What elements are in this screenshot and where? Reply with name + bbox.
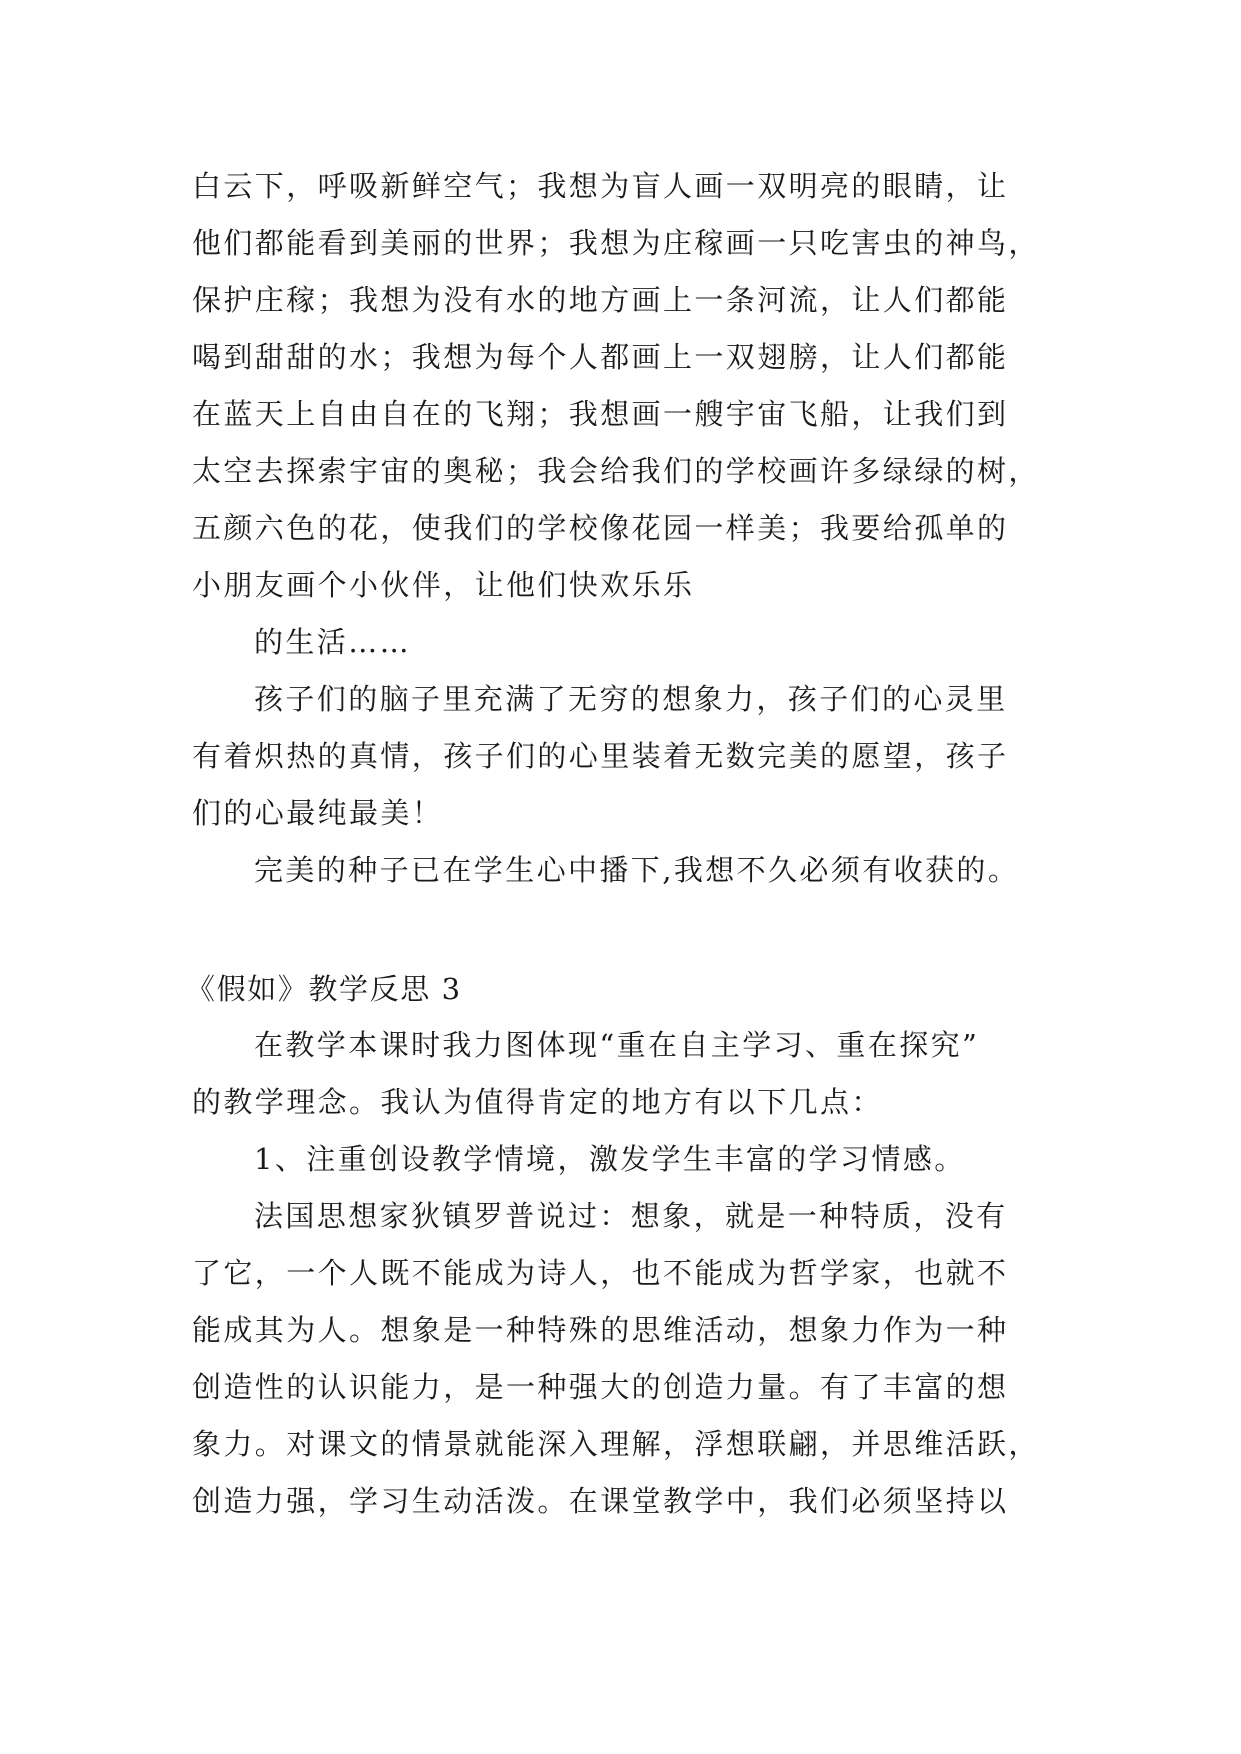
text-line: 创造性的认识能力，是一种强大的创造力量。有了丰富的想 <box>192 1370 1009 1404</box>
section-heading: 《假如》教学反思 3 <box>186 972 462 1006</box>
text-line: 太空去探索宇宙的奥秘；我会给我们的学校画许多绿绿的树， <box>192 454 1040 488</box>
text-line: 们的心最纯最美！ <box>192 796 444 830</box>
text-line: 在蓝天上自由自在的飞翔；我想画一艘宇宙飞船，让我们到 <box>192 397 1009 431</box>
text-line: 能成其为人。想象是一种特殊的思维活动，想象力作为一种 <box>192 1313 1009 1347</box>
text-line: 创造力强，学习生动活泼。在课堂教学中，我们必须坚持以 <box>192 1484 1009 1518</box>
text-line: 象力。对课文的情景就能深入理解，浮想联翩，并思维活跃， <box>192 1427 1040 1461</box>
text-line: 喝到甜甜的水；我想为每个人都画上一双翅膀，让人们都能 <box>192 340 1009 374</box>
text-line: 他们都能看到美丽的世界；我想为庄稼画一只吃害虫的神鸟， <box>192 226 1040 260</box>
paragraph-first-line: 孩子们的脑子里充满了无穷的想象力，孩子们的心灵里 <box>254 682 1008 716</box>
closing-line: 完美的种子已在学生心中播下,我想不久必须有收获的。 <box>254 853 1020 887</box>
paragraph-first-line: 在教学本课时我力图体现“重在自主学习、重在探究” <box>254 1028 980 1062</box>
text-line: 有着炽热的真情，孩子们的心里装着无数完美的愿望，孩子 <box>192 739 1009 773</box>
text-line: 了它，一个人既不能成为诗人，也不能成为哲学家，也就不 <box>192 1256 1009 1290</box>
paragraph-first-line: 法国思想家狄镇罗普说过：想象，就是一种特质，没有 <box>254 1199 1008 1233</box>
text-line: 小朋友画个小伙伴，让他们快欢乐乐 <box>192 568 695 602</box>
text-line: 的教学理念。我认为值得肯定的地方有以下几点： <box>192 1085 883 1119</box>
numbered-point: 1、注重创设教学情境，激发学生丰富的学习情感。 <box>254 1142 966 1176</box>
text-line: 保护庄稼；我想为没有水的地方画上一条河流，让人们都能 <box>192 283 1009 317</box>
text-line: 的生活…… <box>254 625 412 659</box>
text-line: 白云下，呼吸新鲜空气；我想为盲人画一双明亮的眼睛，让 <box>192 169 1009 203</box>
text-line: 五颜六色的花，使我们的学校像花园一样美；我要给孤单的 <box>192 511 1009 545</box>
